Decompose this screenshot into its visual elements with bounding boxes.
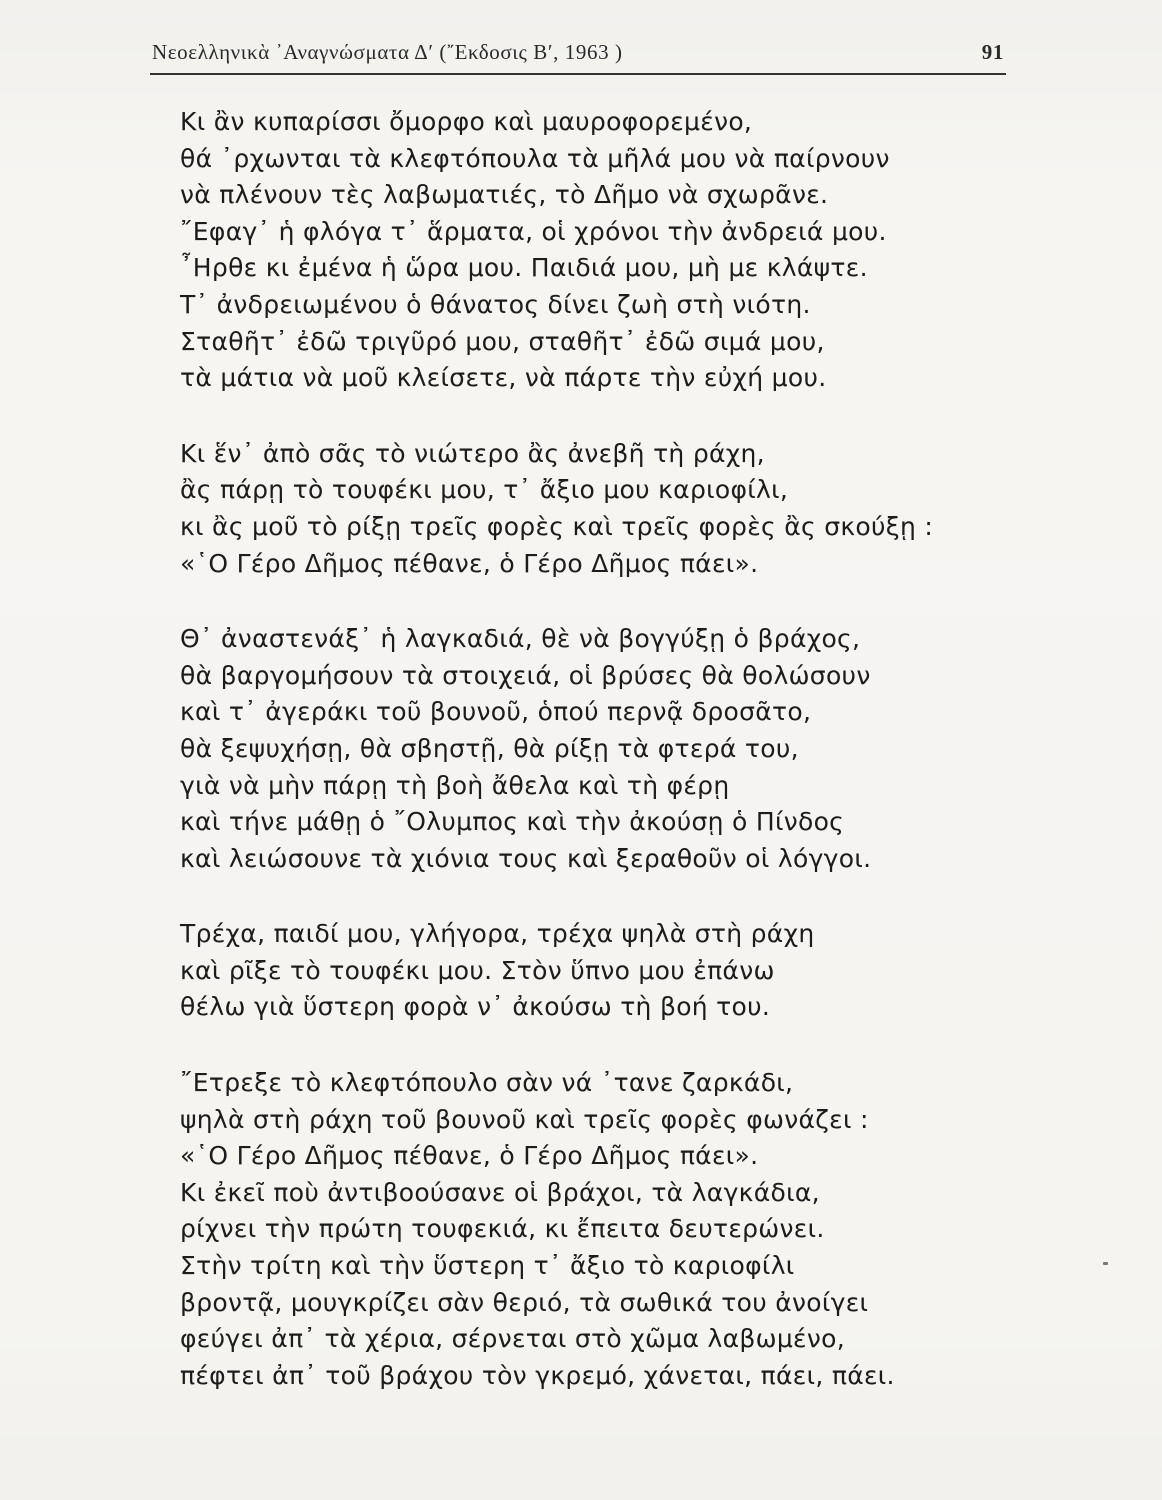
poem-line: Κι ἕν᾿ ἀπὸ σᾶς τὸ νιώτερο ἂς ἀνεβῆ τὴ ράχη, [180,438,765,468]
poem-line: θὰ ξεψυχήσῃ, θὰ σβηστῇ, θὰ ρίξῃ τὰ φτερά του, [180,733,799,763]
poem-line: γιὰ νὰ μὴν πάρῃ τὴ βοὴ ἄθελα καὶ τὴ φέρῃ [180,770,730,800]
stanza-4 [180,916,1020,1026]
poem-line: πέφτει ἀπ᾿ τοῦ βράχου τὸν γκρεμό, χάνεται, πάει, πάει. [180,1360,895,1390]
poem-line: φεύγει ἀπ᾿ τὰ χέρια, σέρνεται στὸ χῶμα λαβωμένο, [180,1324,845,1354]
stanza-2 [180,436,1020,582]
poem-line: θά ᾿ρχωνται τὰ κλεφτόπουλα τὰ μῆλά μου νὰ παίρνουν [180,143,890,173]
poem-line: Κι ἐκεῖ ποὺ ἀντιβοούσανε οἱ βράχοι, τὰ λαγκάδια, [180,1177,820,1207]
poem-line: Τ᾿ ἀνδρειωμένου ὁ θάνατος δίνει ζωὴ στὴ νιότη. [180,289,811,319]
poem-line: Στὴν τρίτη καὶ τὴν ὕστερη τ᾿ ἄξιο τὸ καριοφίλι [180,1251,795,1281]
poem-line: τὰ μάτια νὰ μοῦ κλείσετε, νὰ πάρτε τὴν εὐχή μου. [180,363,827,393]
poem-line: «῾Ο Γέρο Δῆμος πέθανε, ὁ Γέρο Δῆμος πάει». [180,1141,759,1171]
poem-line: ρίχνει τὴν πρώτη τουφεκιά, κι ἔπειτα δευτερώνει. [180,1214,825,1244]
poem-line: Τρέχα, παιδί μου, γλήγορα, τρέχα ψηλὰ στὴ ράχη [180,919,815,949]
poem-line: νὰ πλένουν τὲς λαβωματιές, τὸ Δῆμο νὰ σχωρᾶνε. [180,180,829,210]
poem-line: Θ᾿ ἀναστενάξ᾿ ἡ λαγκαδιά, θὲ νὰ βογγύξῃ ὁ βράχος, [180,624,861,654]
poem [180,104,1020,1433]
poem-line: κι ἂς μοῦ τὸ ρίξῃ τρεῖς φορὲς καὶ τρεῖς φορὲς ἂς σκούξῃ : [180,511,934,541]
stanza-3 [180,621,1020,877]
poem-line: καὶ τ᾿ ἀγεράκι τοῦ βουνοῦ, ὁπού περνᾷ δροσᾶτο, [180,697,812,727]
poem-line: ψηλὰ στὴ ράχη τοῦ βουνοῦ καὶ τρεῖς φορὲς φωνάζει : [180,1104,869,1134]
running-title: Νεοελληνικὰ ᾿Αναγνώσματα Δ′ (῎Εκδοσις Β′, 1963 ) [152,40,623,64]
poem-line: βροντᾷ, μουγκρίζει σὰν θεριό, τὰ σωθικά του ἀνοίγει [180,1287,869,1317]
poem-line: ἂς πάρῃ τὸ τουφέκι μου, τ᾿ ἄξιο μου καριοφίλι, [180,475,789,505]
stanza-1 [180,104,1020,397]
poem-line: Σταθῆτ᾿ ἐδῶ τριγῦρό μου, σταθῆτ᾿ ἐδῶ σιμά μου, [180,326,825,356]
poem-line: καὶ ρῖξε τὸ τουφέκι μου. Στὸν ὕπνο μου ἐπάνω [180,955,775,985]
poem-line: ῎Εφαγ᾿ ἡ φλόγα τ᾿ ἅρματα, οἱ χρόνοι τὴν ἀνδρειά μου. [180,216,887,246]
poem-line: Κι ἂν κυπαρίσσι ὄμορφο καὶ μαυροφορεμένο, [180,107,753,136]
poem-line: ῏Ηρθε κι ἐμένα ἡ ὥρα μου. Παιδιά μου, μὴ με κλάψτε. [180,253,868,283]
poem-line: θὰ βαργομήσουν τὰ στοιχειά, οἱ βρύσες θὰ θολώσουν [180,660,871,690]
poem-line: καὶ λειώσουνε τὰ χιόνια τους καὶ ξεραθοῦν οἱ λόγγοι. [180,843,872,873]
scan-speck [1103,1262,1108,1265]
poem-line: θέλω γιὰ ὕστερη φορὰ ν᾿ ἀκούσω τὴ βοή του. [180,992,771,1022]
page-header [152,40,1004,70]
poem-line: ῎Ετρεξε τὸ κλεφτόπουλο σὰν νά ᾿τανε ζαρκάδι, [180,1068,794,1098]
header-rule [150,73,1006,75]
poem-line: καὶ τήνε μάθῃ ὁ ῎Ολυμπος καὶ τὴν ἀκούσῃ ὁ Πίνδος [180,807,845,837]
stanza-5 [180,1065,1020,1394]
page-number: 91 [981,40,1004,64]
poem-line: «῾Ο Γέρο Δῆμος πέθανε, ὁ Γέρο Δῆμος πάει». [180,548,759,578]
